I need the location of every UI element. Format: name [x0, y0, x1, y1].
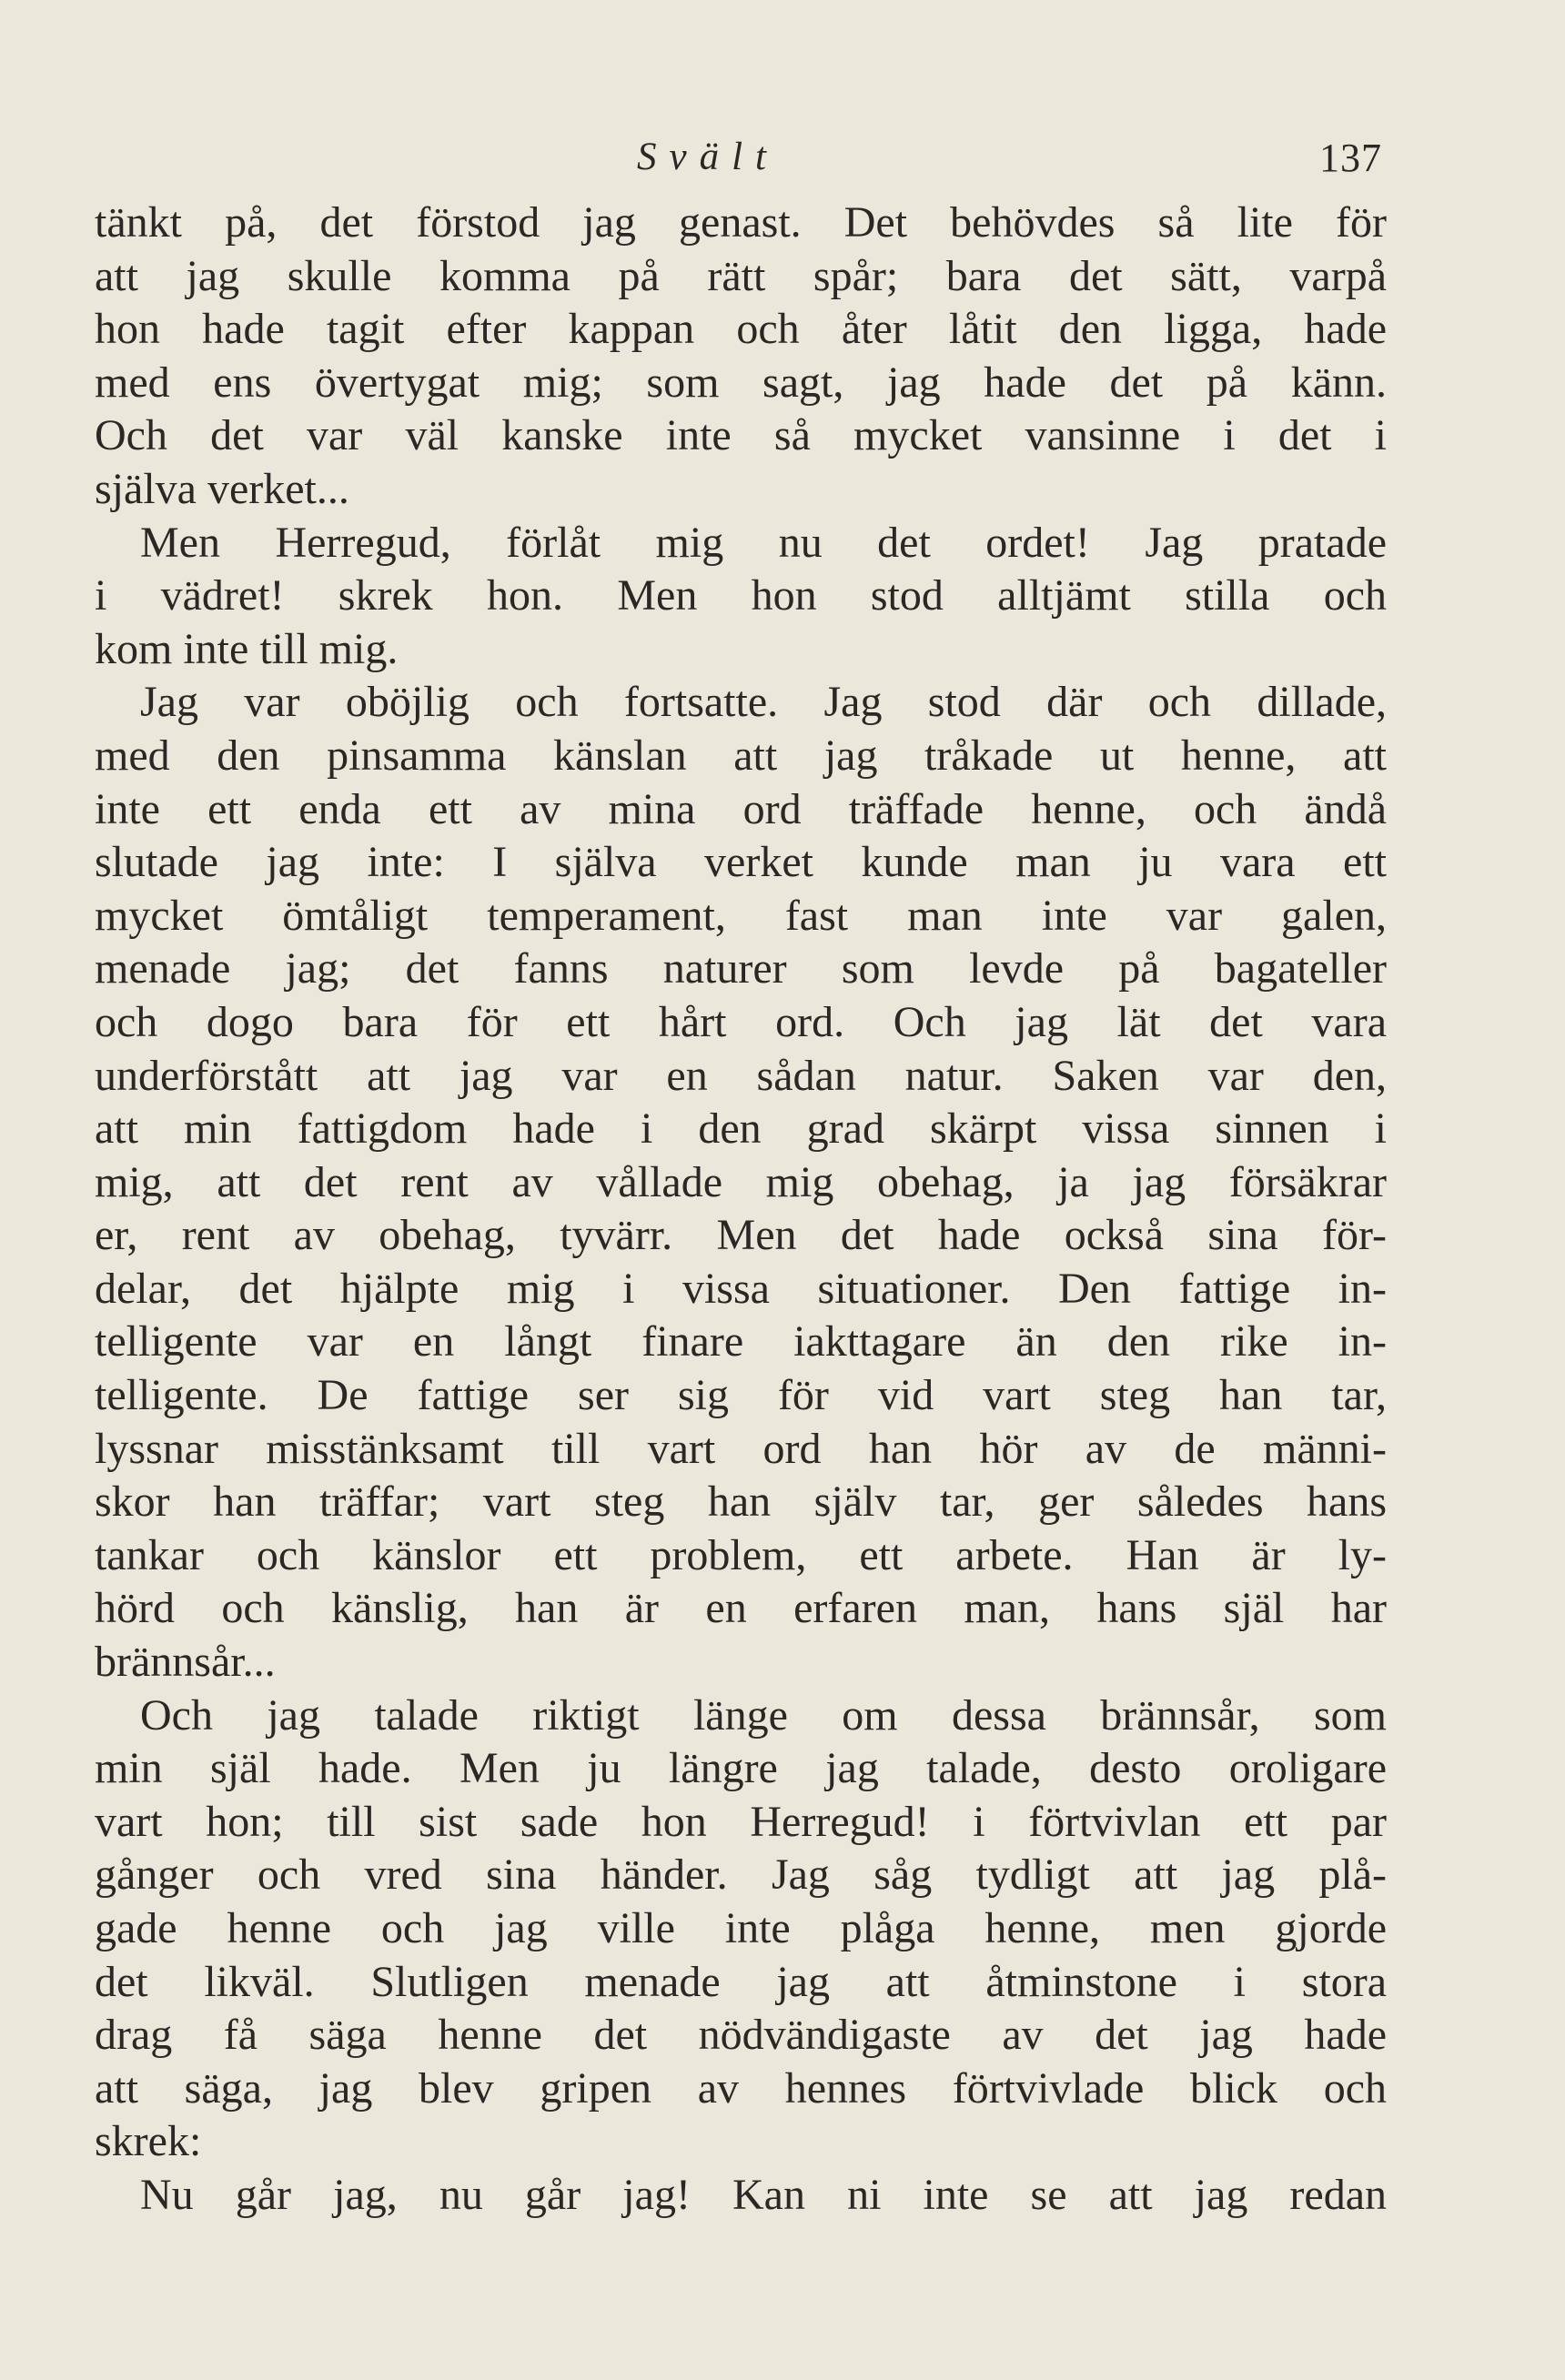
chapter-title: Svält [637, 136, 779, 178]
text-line: skrek: [95, 2117, 202, 2166]
text-line: skor han träffar; vart steg han själv tar, ger således hans [95, 1477, 1387, 1527]
text-line: hon hade tagit efter kappan och åter låtit den ligga, hade [95, 305, 1387, 354]
text-line: drag få säga henne det nödvändigaste av det jag hade [95, 2011, 1387, 2060]
text-line: gånger och vred sina händer. Jag såg tydligt att jag plå- [95, 1851, 1387, 1900]
page-number: 137 [1319, 136, 1382, 180]
text-line: tänkt på, det förstod jag genast. Det behövdes så lite för [95, 198, 1387, 247]
text-line: telligente var en långt finare iakttagare än den rike in- [95, 1317, 1387, 1366]
text-line: slutade jag inte: I själva verket kunde man ju vara ett [95, 838, 1387, 887]
text-line: Men Herregud, förlåt mig nu det ordet! Jag pratade [140, 518, 1387, 567]
text-line: lyssnar misstänksamt till vart ord han hör av de männi- [95, 1424, 1387, 1473]
text-line: inte ett enda ett av mina ord träffade henne, och ändå [95, 784, 1387, 833]
text-line: att säga, jag blev gripen av hennes förtvivlade blick och [95, 2063, 1387, 2113]
text-line: mig, att det rent av vållade mig obehag, ja jag försäkrar [95, 1157, 1387, 1206]
text-line: Och det var väl kanske inte så mycket vansinne i det i [95, 411, 1387, 460]
text-line: kom inte till mig. [95, 624, 399, 673]
text-line: att jag skulle komma på rätt spår; bara det sätt, varpå [95, 251, 1387, 300]
text-line: min själ hade. Men ju längre jag talade, desto oroligare [95, 1744, 1387, 1793]
body-text [95, 197, 1387, 2223]
text-line: brännsår... [95, 1638, 276, 1687]
text-line: er, rent av obehag, tyvärr. Men det hade också sina för- [95, 1211, 1387, 1260]
text-line: det likväl. Slutligen menade jag att åtminstone i stora [95, 1957, 1387, 2006]
text-line: tankar och känslor ett problem, ett arbete. Han är ly- [95, 1530, 1387, 1579]
text-line: underförstått att jag var en sådan natur. Saken var den, [95, 1051, 1387, 1100]
text-line: att min fattigdom hade i den grad skärpt vissa sinnen i [95, 1104, 1387, 1154]
text-line: Jag var oböjlig och fortsatte. Jag stod där och dillade, [140, 678, 1387, 727]
text-line: delar, det hjälpte mig i vissa situationer. Den fattige in- [95, 1264, 1387, 1313]
text-line: med den pinsamma känslan att jag tråkade ut henne, att [95, 731, 1387, 780]
text-line: och dogo bara för ett hårt ord. Och jag lät det vara [95, 997, 1387, 1046]
text-line: Och jag talade riktigt länge om dessa brännsår, som [140, 1690, 1387, 1740]
text-line: menade jag; det fanns naturer som levde på bagateller [95, 944, 1387, 993]
running-head [0, 135, 1565, 180]
text-line: hörd och känslig, han är en erfaren man, hans själ har [95, 1584, 1387, 1633]
text-line: vart hon; till sist sade hon Herregud! i förtvivlan ett par [95, 1797, 1387, 1846]
text-line: i vädret! skrek hon. Men hon stod alltjämt stilla och [95, 571, 1387, 620]
text-line: gade henne och jag ville inte plåga henne, men gjorde [95, 1904, 1387, 1952]
text-line: själva verket... [95, 464, 349, 513]
text-line: mycket ömtåligt temperament, fast man inte var galen, [95, 891, 1387, 940]
text-line: Nu går jag, nu går jag! Kan ni inte se att jag redan [140, 2170, 1387, 2219]
text-line: telligente. De fattige ser sig för vid vart steg han tar, [95, 1371, 1387, 1420]
text-line: med ens övertygat mig; som sagt, jag hade det på känn. [95, 358, 1387, 407]
